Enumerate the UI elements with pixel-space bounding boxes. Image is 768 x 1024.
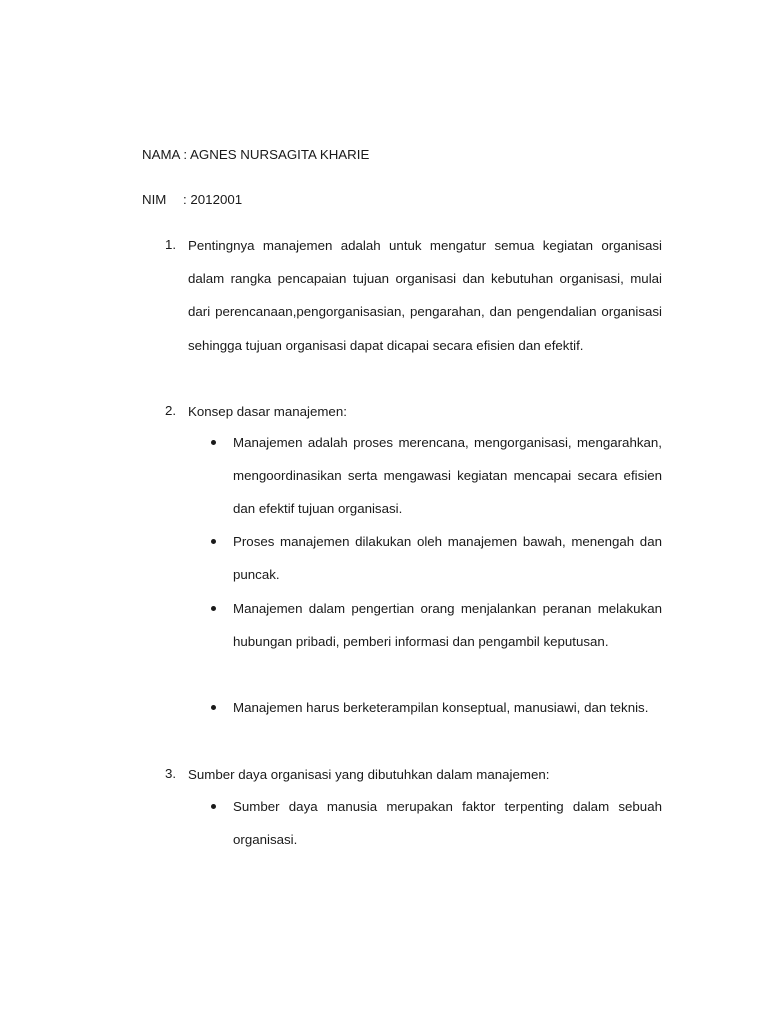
item-number-1: 1. — [165, 237, 177, 252]
bullet-icon — [211, 606, 216, 611]
item-2-bullet-1: Manajemen adalah proses merencana, mengorganisasi, mengarahkan, mengoordinasikan serta mengawasi kegiatan mencapai secara efisien dan efektif tujuan organisasi. — [233, 435, 662, 517]
item-2-bullet-2: Proses manajemen dilakukan oleh manajemen bawah, menengah dan puncak. — [233, 534, 662, 583]
bullet-icon — [211, 705, 216, 710]
student-nim-line — [142, 192, 242, 208]
student-name-line: NAMA : AGNES NURSAGITA KHARIE — [142, 147, 370, 162]
nim-label: NIM — [142, 192, 167, 207]
item-number-3: 3. — [165, 766, 177, 781]
item-2-bullet-4: Manajemen harus berketerampilan konseptual, manusiawi, dan teknis. — [233, 700, 649, 715]
item-text-3: Sumber daya organisasi yang dibutuhkan dalam manajemen: — [188, 767, 550, 782]
bullet-icon — [211, 539, 216, 544]
bullet-icon — [211, 440, 216, 445]
nim-value: : 2012001 — [183, 192, 243, 207]
bullet-icon — [211, 804, 216, 809]
item-text-2: Konsep dasar manajemen: — [188, 404, 347, 419]
item-text-1: Pentingnya manajemen adalah untuk mengatur semua kegiatan organisasi dalam rangka pencapaian tujuan organisasi dan kebutuhan organisasi, mulai dari perencanaan,pengorganisasian, pengarahan, dan pengendalian organisasi sehingga tujuan organisasi dapat dicapai secara efisien dan efektif. — [188, 238, 662, 353]
item-number-2: 2. — [165, 403, 177, 418]
item-3-bullet-1: Sumber daya manusia merupakan faktor terpenting dalam sebuah organisasi. — [233, 799, 662, 848]
item-2-bullet-3: Manajemen dalam pengertian orang menjalankan peranan melakukan hubungan pribadi, pemberi informasi dan pengambil keputusan. — [233, 601, 662, 650]
